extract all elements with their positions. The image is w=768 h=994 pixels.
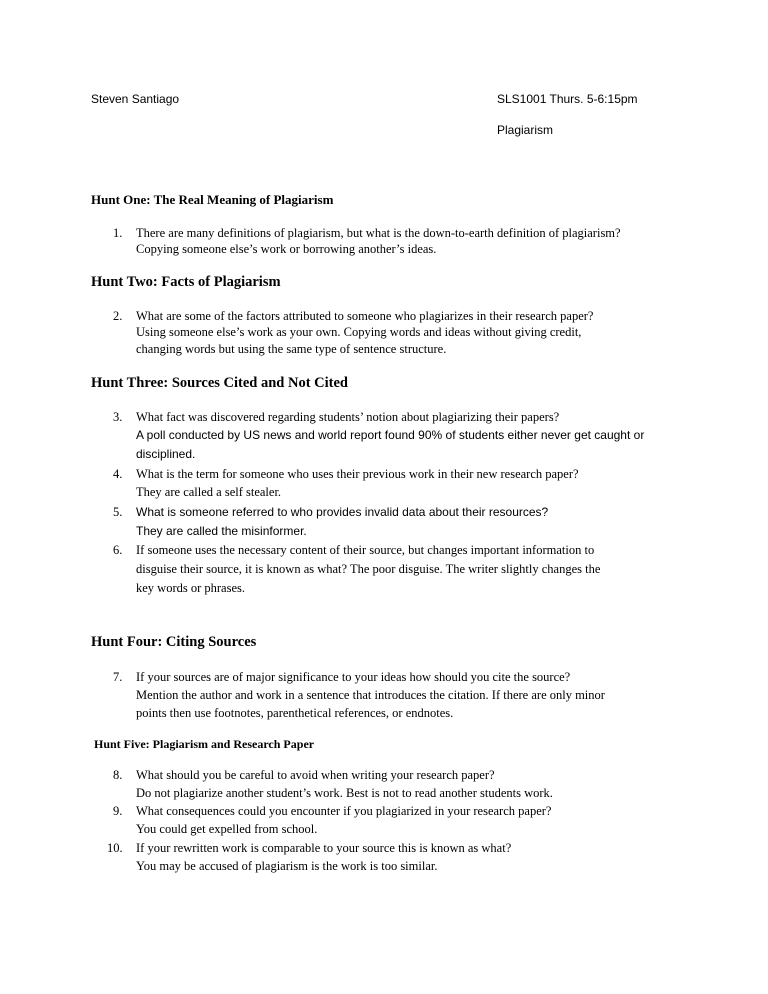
- answer-2-line-2: changing words but using the same type of sentence structure.: [136, 342, 447, 356]
- item-number: 1.: [113, 226, 123, 240]
- answer-2-line-1: Using someone else’s work as your own. Copying words and ideas without giving credit,: [136, 325, 582, 339]
- assignment-topic: Plagiarism: [497, 123, 554, 137]
- item-number: 6.: [113, 543, 123, 557]
- question-6-line-2: disguise their source, it is known as what? The poor disguise. The writer slightly changes the: [136, 562, 601, 576]
- answer-4: They are called a self stealer.: [136, 485, 282, 499]
- question-10: If your rewritten work is comparable to your source this is known as what?: [136, 841, 512, 855]
- hunt-one-heading: Hunt One: The Real Meaning of Plagiarism: [91, 192, 334, 207]
- question-6-line-3: key words or phrases.: [136, 581, 246, 595]
- answer-1: Copying someone else’s work or borrowing another’s ideas.: [136, 242, 437, 256]
- hunt-three-heading: Hunt Three: Sources Cited and Not Cited: [91, 375, 348, 391]
- item-number: 2.: [113, 309, 123, 323]
- hunt-four-heading: Hunt Four: Citing Sources: [91, 634, 257, 650]
- answer-9: You could get expelled from school.: [136, 822, 318, 836]
- question-4: What is the term for someone who uses their previous work in their new research paper?: [136, 467, 579, 481]
- answer-3-line-2: disciplined.: [136, 447, 196, 461]
- item-number: 8.: [113, 768, 123, 782]
- item-number: 10.: [107, 841, 123, 855]
- question-7: If your sources are of major significance to your ideas how should you cite the source?: [136, 670, 571, 684]
- answer-5: They are called the misinformer.: [136, 524, 307, 538]
- item-number: 4.: [113, 467, 123, 481]
- question-6-line-1: If someone uses the necessary content of their source, but changes important information to: [136, 543, 595, 557]
- question-1: There are many definitions of plagiarism, but what is the down-to-earth definition of plagiarism?: [136, 226, 621, 240]
- hunt-two-heading: Hunt Two: Facts of Plagiarism: [91, 274, 281, 290]
- answer-10: You may be accused of plagiarism is the work is too similar.: [136, 859, 438, 873]
- question-5: What is someone referred to who provides invalid data about their resources?: [136, 505, 549, 519]
- answer-7-line-2: points then use footnotes, parenthetical references, or endnotes.: [136, 706, 454, 720]
- course-info: SLS1001 Thurs. 5-6:15pm: [497, 92, 638, 106]
- question-3: What fact was discovered regarding students’ notion about plagiarizing their papers?: [136, 410, 560, 424]
- item-number: 9.: [113, 804, 123, 818]
- question-8: What should you be careful to avoid when writing your research paper?: [136, 768, 495, 782]
- student-name: Steven Santiago: [91, 92, 180, 106]
- item-number: 3.: [113, 410, 123, 424]
- item-number: 7.: [113, 670, 123, 684]
- question-9: What consequences could you encounter if you plagiarized in your research paper?: [136, 804, 552, 818]
- answer-3-line-1: A poll conducted by US news and world report found 90% of students either never get caught or: [136, 428, 645, 442]
- item-number: 5.: [113, 505, 123, 519]
- answer-7-line-1: Mention the author and work in a sentence that introduces the citation. If there are only minor: [136, 688, 605, 702]
- question-2: What are some of the factors attributed to someone who plagiarizes in their research paper?: [136, 309, 594, 323]
- hunt-five-heading: Hunt Five: Plagiarism and Research Paper: [94, 737, 315, 751]
- answer-8: Do not plagiarize another student’s work. Best is not to read another students work.: [136, 786, 553, 800]
